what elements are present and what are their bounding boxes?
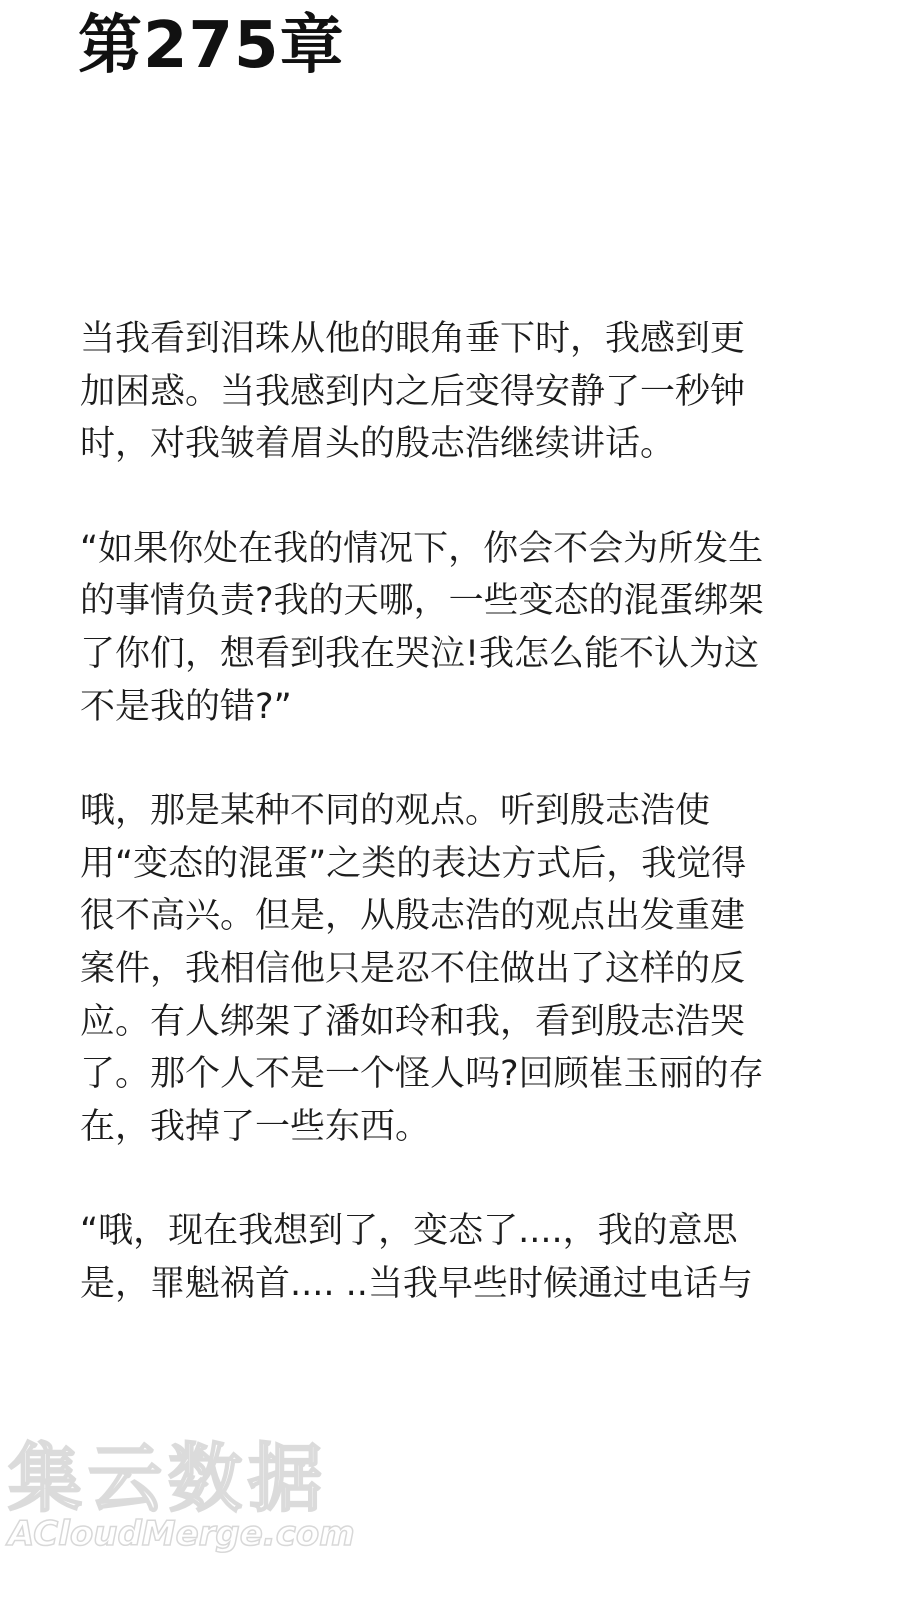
text-line: 不是我的错?”: [80, 686, 292, 727]
text-line: 当我看到泪珠从他的眼角垂下时，我感到更: [80, 319, 746, 359]
text-line: 很不高兴。但是，从殷志浩的观点出发重建: [80, 896, 746, 937]
text-line: 是，罪魁祸首.... ..当我早些时候通过电话与: [80, 1263, 753, 1304]
text-line: “哦，现在我想到了，变态了....，我的意思: [80, 1211, 738, 1252]
paragraph: [80, 785, 810, 1153]
chapter-body: [80, 313, 810, 1363]
text-line: 时，对我皱着眉头的殷志浩继续讲话。: [80, 424, 676, 465]
text-line: 的事情负责?我的天哪，一些变态的混蛋绑架: [80, 581, 764, 622]
paragraph: [80, 1205, 810, 1310]
chapter-title: 第275章: [78, 9, 345, 83]
paragraph: [80, 313, 810, 471]
text-line: 案件，我相信他只是忍不住做出了这样的反: [80, 948, 746, 989]
watermark-chinese: 集云数据: [8, 1436, 328, 1522]
text-line: 加困惑。当我感到内之后变得安静了一秒钟: [80, 371, 746, 412]
text-line: 用“变态的混蛋”之类的表达方式后，我觉得: [80, 843, 747, 884]
paragraph: [80, 523, 810, 733]
text-line: 在，我掉了一些东西。: [80, 1106, 431, 1147]
watermark: [4, 1436, 374, 1586]
text-line: 了你们，想看到我在哭泣!我怎么能不认为这: [80, 633, 760, 674]
text-line: 应。有人绑架了潘如玲和我，看到殷志浩哭: [80, 1001, 746, 1042]
text-line: 哦，那是某种不同的观点。听到殷志浩使: [80, 791, 711, 832]
watermark-english: ACloudMerge.com: [8, 1514, 355, 1554]
text-line: “如果你处在我的情况下，你会不会为所发生: [80, 528, 764, 569]
text-line: 了。那个人不是一个怪人吗?回顾崔玉丽的存: [80, 1054, 764, 1095]
